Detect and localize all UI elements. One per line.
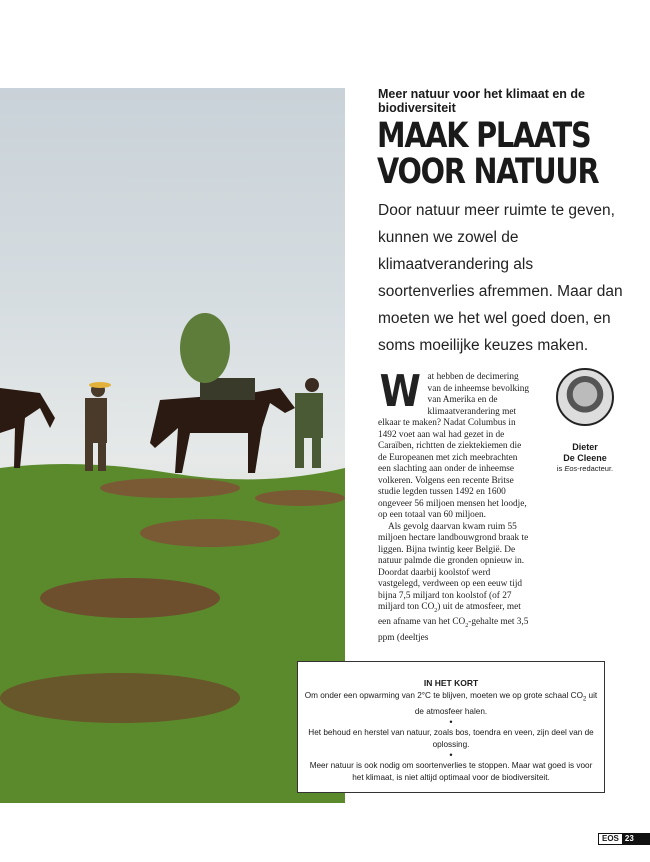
author-role (540, 464, 630, 474)
paragraph-1 (378, 366, 530, 522)
page-footer (598, 833, 650, 845)
paragraph-2-text-b: ) uit de atmosfeer, met een afname van het CO (378, 602, 521, 628)
author-first-name: Dieter (572, 442, 598, 452)
article-lead: Door natuur meer ruimte te geven, kunnen we zowel de klimaatverandering als soortenverlies afremmen. Maar dan moeten we het wel goed doen, en soms moeilijke keuzes maken. (378, 202, 623, 354)
people-with-mules-illustration (0, 88, 345, 803)
summary-box (297, 661, 605, 793)
summary-item-3: Meer natuur is ook nodig om soortenverlies te stoppen. Maar wat goed is voor het klimaat, is niet altijd optimaal voor de biodiversiteit. (309, 761, 593, 782)
paragraph-2 (378, 522, 530, 645)
role-magazine: Eos (564, 464, 578, 473)
author-avatar (556, 368, 614, 426)
paragraph-2-text-c: -gehalte met 3,5 ppm (deeltjes (378, 617, 529, 643)
paragraph-1-text: at hebben de decimering van de inheemse bevolking van Amerika en de klimaatverandering met elkaar te maken? Nadat Columbus in 1492 voet aan wal had gezet in de Caraïben, richtten de ziektekiemen die de Europeanen met zich meebrachten een slachting aan onder de inheemse volkeren. Volgens een recente Britse studie legden tussen 1492 en 1600 ongeveer 56 miljoen mensen het loodje, op een totaal van 60 miljoen. (378, 372, 530, 520)
bullet-icon: • (449, 717, 453, 728)
title-line-1: MAAK PLAATS (377, 116, 591, 156)
role-prefix: is (556, 464, 565, 473)
page-number: 23 (622, 834, 650, 844)
role-suffix: -redacteur. (577, 464, 614, 473)
article-body (378, 366, 530, 644)
paragraph-2-text-a: Als gevolg daarvan kwam ruim 55 miljoen hectare landbouwgrond braak te liggen. Bijna twintig keer België. De natuur palmde die gronden opnieuw in. Doordat daarbij koolstof werd vastgelegd, verdween op een eeuw tijd bijna 7,5 miljard ton koolstof (of 27 miljard ton CO (378, 521, 529, 612)
summary-heading: IN HET KORT (423, 678, 479, 688)
hero-photo (0, 88, 345, 803)
article-kicker: Meer natuur voor het klimaat en de biodiversiteit (378, 87, 585, 115)
magazine-name: EOS (602, 834, 619, 843)
summary-item-1 (304, 690, 598, 718)
author-last-name: De Cleene (563, 453, 607, 463)
subscript: 2 (465, 623, 469, 630)
article-title (377, 118, 623, 190)
summary-item-1-b: uit de atmosfeer halen. (414, 690, 598, 716)
bullet-icon: • (449, 750, 453, 761)
summary-item-2: Het behoud en herstel van natuur, zoals bos, toendra en veen, zijn deel van de oplossing. (308, 728, 594, 749)
author-name (540, 442, 630, 464)
subscript: 2 (582, 696, 587, 703)
author-block (540, 368, 630, 474)
summary-item-1-a: Om onder een opwarming van 2°C te blijven, moeten we op grote schaal CO (304, 690, 583, 700)
title-line-2: VOOR NATUUR (377, 152, 599, 192)
drop-cap: W (379, 366, 421, 417)
subscript: 2 (434, 607, 438, 614)
